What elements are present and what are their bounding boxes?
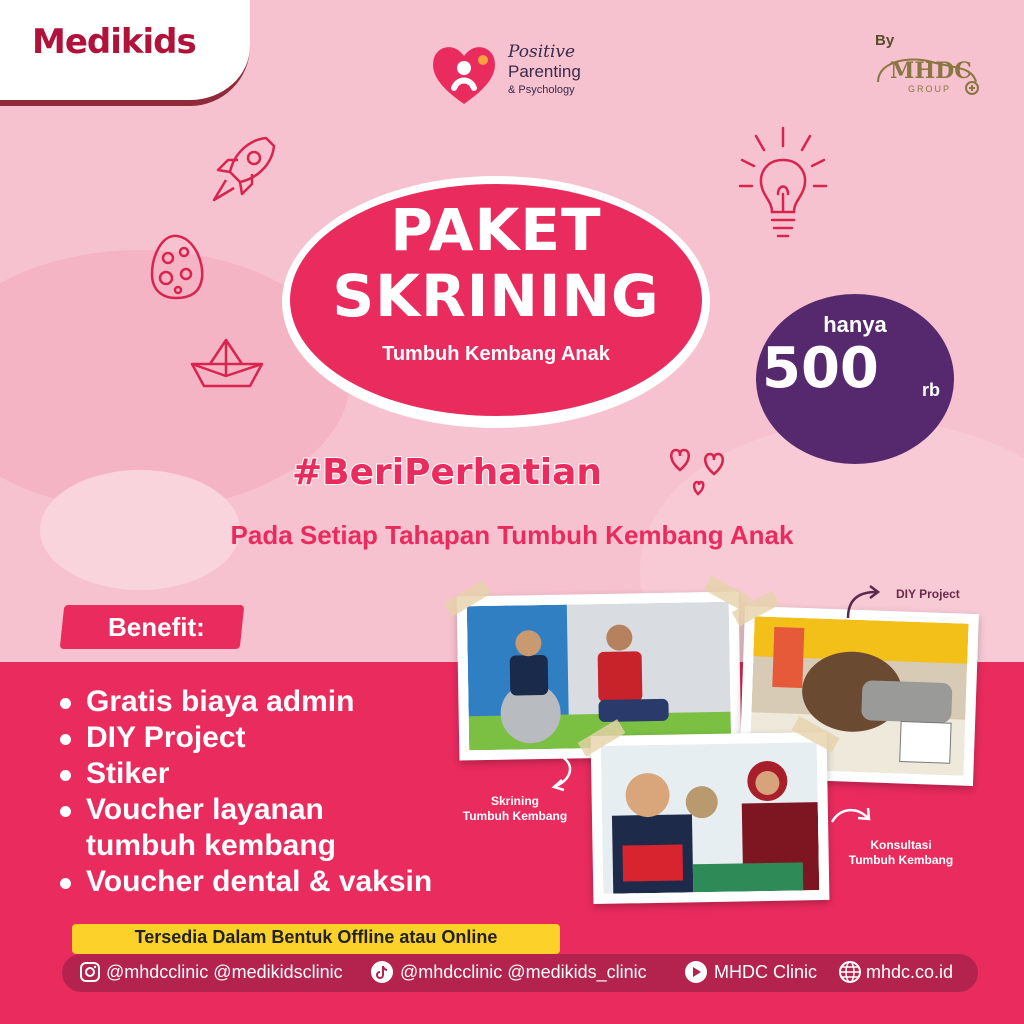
tiktok-handles[interactable]: @mhdcclinic @medikids_clinic <box>400 962 647 982</box>
photo-konsultasi <box>591 732 830 904</box>
pp-logo-line2: Parenting <box>508 62 581 81</box>
benefit-label: Benefit: <box>108 612 205 642</box>
benefit-list <box>60 684 432 900</box>
website-url[interactable]: mhdc.co.id <box>866 962 954 982</box>
benefit-item: Gratis biaya admin <box>60 684 432 720</box>
benefit-item: Stiker <box>60 756 432 792</box>
lightbulb-icon <box>738 124 828 244</box>
hashtag-text: #BeriPerhatian <box>292 452 603 493</box>
youtube-channel[interactable]: MHDC Clinic <box>714 962 817 982</box>
medikids-logo: Medikids <box>32 22 196 62</box>
globe-icon[interactable] <box>838 960 862 984</box>
egg-icon <box>146 232 208 302</box>
benefit-item: Voucher dental & vaksin <box>60 864 432 900</box>
paper-boat-icon <box>188 336 266 392</box>
heart-logo-icon <box>428 40 500 110</box>
price-unit: rb <box>922 380 940 400</box>
heart-icon <box>664 444 736 500</box>
price-value: 500 <box>762 336 879 401</box>
benefit-item: Voucher layanan <box>60 792 432 828</box>
arrow-icon <box>540 752 580 792</box>
arrow-icon <box>842 580 892 620</box>
availability-text: Tersedia Dalam Bentuk Offline atau Online <box>134 927 498 947</box>
price-prefix: hanya <box>823 312 887 337</box>
caption-konsultasi: Konsultasi Tumbuh Kembang <box>848 838 954 867</box>
tagline: Pada Setiap Tahapan Tumbuh Kembang Anak <box>230 520 794 550</box>
photo-skrining-image <box>467 602 731 751</box>
rocket-icon <box>208 132 278 206</box>
tiktok-icon[interactable] <box>370 960 394 984</box>
mhdc-logo-text: MHDC <box>890 58 972 84</box>
by-label: By <box>875 32 895 49</box>
youtube-icon[interactable] <box>684 960 708 984</box>
hero-title-line1: PAKET <box>390 196 602 264</box>
instagram-handles[interactable]: @mhdcclinic @medikidsclinic <box>106 962 343 982</box>
mhdc-group-logo <box>872 52 982 102</box>
hero-title-line2: SKRINING <box>332 262 660 330</box>
benefit-item: DIY Project <box>60 720 432 756</box>
mhdc-logo-sub: GROUP <box>908 84 952 94</box>
photo-konsultasi-image <box>601 742 820 894</box>
hero-subtitle: Tumbuh Kembang Anak <box>382 343 610 365</box>
arrow-icon <box>828 800 878 836</box>
positive-parenting-logo <box>428 40 618 110</box>
caption-skrining: Skrining Tumbuh Kembang <box>462 794 568 823</box>
pp-logo-line3: & Psychology <box>508 84 575 96</box>
benefit-item-cont: tumbuh kembang <box>86 829 337 862</box>
caption-diy: DIY Project <box>896 587 960 601</box>
pp-logo-line1: Positive <box>508 42 576 62</box>
instagram-icon[interactable] <box>78 960 102 984</box>
